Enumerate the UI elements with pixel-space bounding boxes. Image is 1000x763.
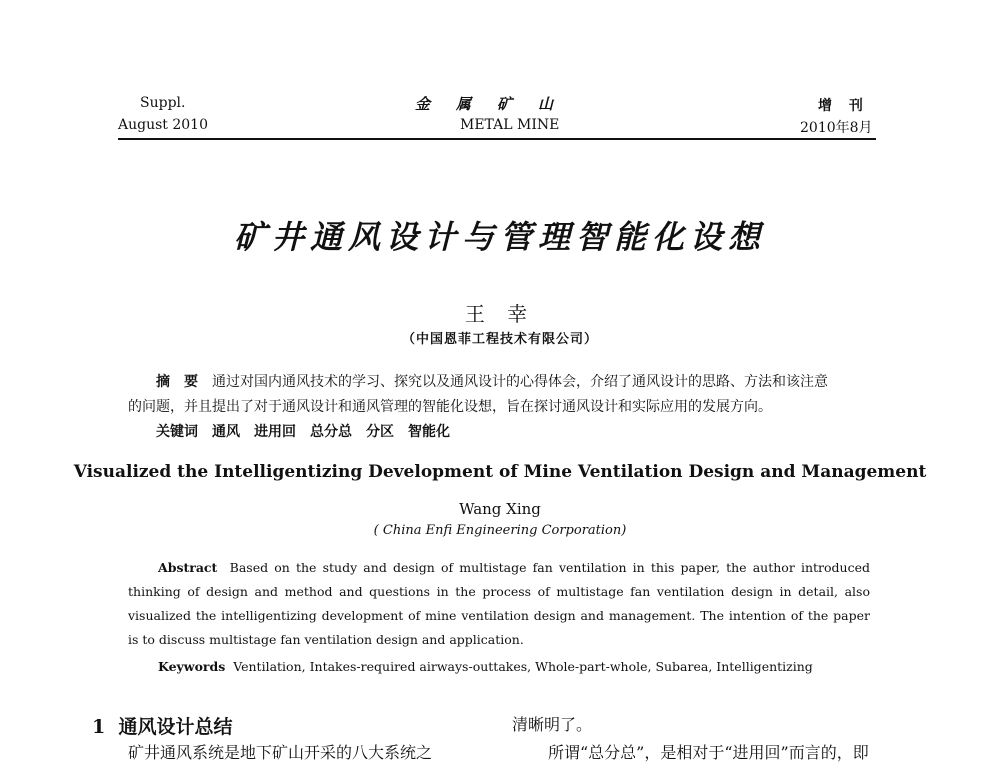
header-rule bbox=[118, 138, 876, 140]
author-cn: 王 幸 bbox=[464, 302, 536, 326]
affiliation-cn: （中国恩菲工程技术有限公司） bbox=[401, 332, 598, 347]
right-column-line2: 所谓“总分总”，是相对于“进用回”而言的，即 bbox=[548, 743, 869, 762]
abstract-en-label: Abstract bbox=[158, 560, 218, 575]
header-suppl: Suppl. bbox=[140, 95, 186, 111]
header-supplement-cn: 增 刊 bbox=[818, 98, 869, 114]
english-title: Visualized the Intelligentizing Development of Mine Ventilation Design and Management bbox=[73, 462, 927, 482]
section-heading bbox=[92, 712, 232, 739]
keywords-en-label: Keywords bbox=[158, 659, 226, 674]
keywords-en-text: Ventilation, Intakes-required airways-outtakes, Whole-part-whole, Subarea, Intelligentizing bbox=[233, 659, 813, 674]
english-author: Wang Xing bbox=[459, 500, 541, 518]
header-date-en: August 2010 bbox=[118, 117, 208, 133]
header-journal-en: METAL MINE bbox=[460, 117, 560, 133]
left-column-text: 矿井通风系统是地下矿山开采的八大系统之 bbox=[128, 743, 433, 762]
section-number: 1 bbox=[92, 716, 106, 738]
abstract-cn-line1: 通过对国内通风技术的学习、探究以及通风设计的心得体会，介绍了通风设计的思路、方法和该注意 bbox=[212, 374, 828, 390]
keywords-cn-label: 关键词 bbox=[156, 424, 198, 440]
section-title: 通风设计总结 bbox=[118, 716, 233, 738]
abstract-cn-line2: 的问题，并且提出了对于通风设计和通风管理的智能化设想，旨在探讨通风设计和实际应用的发展方向。 bbox=[128, 399, 772, 415]
english-abstract bbox=[128, 556, 870, 652]
english-keywords bbox=[158, 659, 870, 674]
abstract-cn bbox=[128, 370, 870, 445]
keywords-cn-terms: 通风 进用回 总分总 分区 智能化 bbox=[212, 424, 450, 440]
right-column-line1: 清晰明了。 bbox=[512, 715, 593, 734]
abstract-en-text: Based on the study and design of multistage fan ventilation in this paper, the author introduced thinking of design and method and questions in the process of multistage fan ventilation design in detail, also visualized the intelligentizing development of mine ventilation design and management. The intention of the paper is to discuss multistage fan ventilation design and application. bbox=[128, 560, 870, 647]
header-date-cn: 2010年8月 bbox=[800, 120, 873, 136]
abstract-cn-label: 摘 要 bbox=[156, 374, 198, 390]
header-journal-cn: 金属矿山 bbox=[415, 95, 580, 113]
page-title: 矿井通风设计与管理智能化设想 bbox=[233, 218, 766, 256]
english-affiliation: ( China Enfi Engineering Corporation) bbox=[373, 523, 627, 538]
